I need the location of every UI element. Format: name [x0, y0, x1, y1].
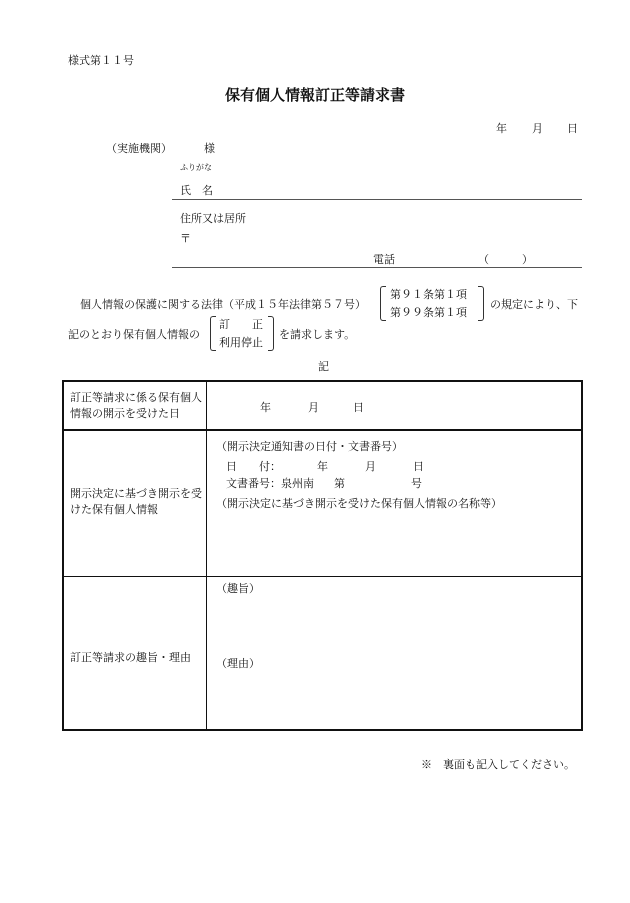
- table-row-divider-1: [64, 429, 581, 431]
- table-column-divider: [206, 382, 207, 729]
- footer-note: ※ 裏面も記入してください。: [421, 758, 575, 771]
- table-row-divider-2: [64, 576, 581, 577]
- notice-month-label: 月: [365, 460, 376, 473]
- disclosure-month-label: 月: [308, 401, 319, 414]
- request-table: [62, 380, 583, 731]
- agency-label: （実施機関）: [106, 142, 172, 155]
- name-underline: [172, 199, 582, 200]
- date-month-label: 月: [532, 122, 543, 135]
- article-bracket-left: [380, 286, 386, 321]
- statement-part4: を請求します。: [279, 328, 356, 341]
- date-year-label: 年: [496, 122, 507, 135]
- phone-underline: [172, 267, 582, 268]
- page-title: 保有個人情報訂正等請求書: [224, 86, 405, 104]
- info-name-heading: （開示決定に基づき開示を受けた保有個人情報の名称等）: [216, 497, 502, 510]
- ki-label: 記: [318, 360, 329, 373]
- disclosed-info-label: 開示決定に基づき開示を受けた保有個人情報: [70, 487, 202, 516]
- honorific-label: 様: [204, 142, 215, 155]
- address-label: 住所又は居所: [180, 212, 246, 225]
- article-option-99: 第９９条第１項: [390, 306, 467, 319]
- action-option-correction: 訂 正: [219, 318, 263, 331]
- reason-heading: （理由）: [216, 657, 260, 670]
- action-bracket-left: [210, 316, 216, 351]
- statement-part1: 個人情報の保護に関する法律（平成１５年法律第５７号）: [80, 298, 366, 311]
- name-label: 氏 名: [180, 184, 213, 197]
- purpose-heading: （趣旨）: [216, 582, 260, 595]
- form-number: 様式第１１号: [68, 54, 134, 67]
- notice-date-label: 日 付：: [226, 460, 281, 473]
- notice-day-label: 日: [413, 460, 424, 473]
- disclosure-date-label: 訂正等請求に係る保有個人情報の開示を受けた日: [70, 391, 202, 420]
- phone-paren: （ ）: [478, 253, 533, 266]
- doc-number-label: 文書番号：泉州南: [226, 477, 314, 490]
- action-bracket-right: [268, 316, 274, 351]
- doc-number-go: 号: [411, 477, 422, 490]
- disclosure-day-label: 日: [353, 401, 364, 414]
- furigana-label: ふりがな: [180, 163, 212, 172]
- date-day-label: 日: [567, 122, 578, 135]
- article-option-91: 第９１条第１項: [390, 288, 467, 301]
- phone-label: 電話: [373, 253, 395, 266]
- article-bracket-right: [478, 286, 484, 321]
- statement-part3: 記のとおり保有個人情報の: [68, 328, 200, 341]
- notice-year-label: 年: [317, 460, 328, 473]
- action-option-suspension: 利用停止: [219, 336, 263, 349]
- statement-part2: の規定により、下: [490, 298, 578, 311]
- notice-heading: （開示決定通知書の日付・文書番号）: [216, 440, 403, 453]
- postal-mark: 〒: [180, 232, 191, 245]
- disclosure-year-label: 年: [260, 401, 271, 414]
- doc-number-dai: 第: [334, 477, 345, 490]
- request-purpose-label: 訂正等請求の趣旨・理由: [70, 651, 191, 664]
